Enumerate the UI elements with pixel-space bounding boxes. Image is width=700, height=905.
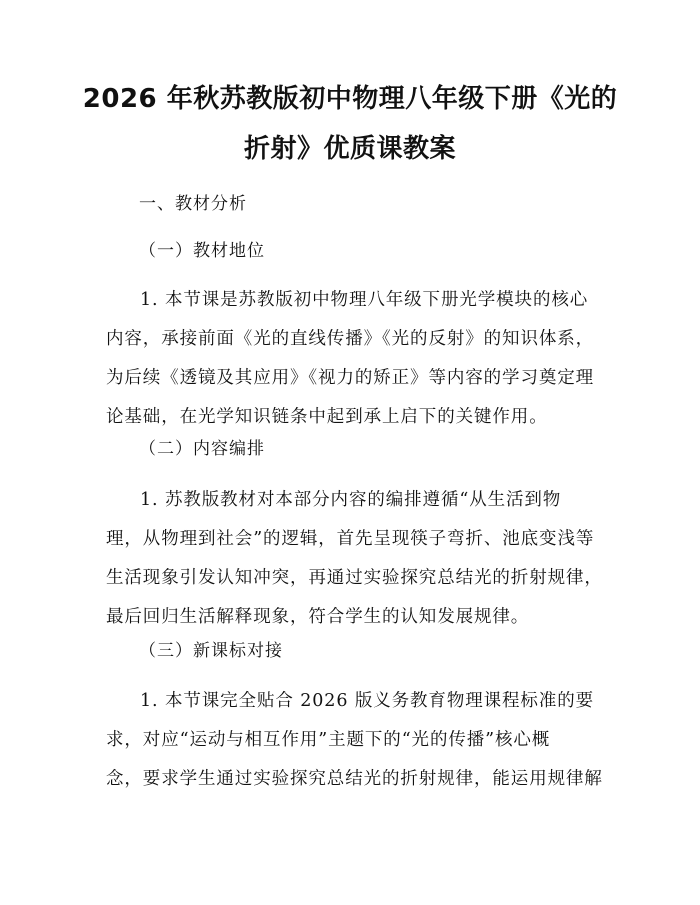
paragraph-line: 求，对应“运动与相互作用”主题下的“光的传播”核心概 — [106, 730, 551, 750]
paragraph-line: 论基础，在光学知识链条中起到承上启下的关键作用。 — [106, 407, 548, 427]
paragraph-arrangement — [106, 487, 603, 643]
paragraph-line: 1. 苏教版教材对本部分内容的编排遵循“从生活到物 — [140, 490, 562, 510]
subsection-heading-arrangement: （二）内容编排 — [139, 439, 265, 459]
paragraph-line: 生活现象引发认知冲突，再通过实验探究总结光的折射规律， — [106, 568, 603, 588]
paragraph-line: 内容，承接前面《光的直线传播》《光的反射》的知识体系， — [106, 329, 595, 349]
section-heading-analysis: 一、教材分析 — [139, 194, 247, 214]
paragraph-line: 最后回归生活解释现象，符合学生的认知发展规律。 — [106, 607, 530, 627]
paragraph-position — [106, 287, 600, 443]
document-title-line-2: 折射》优质课教案 — [243, 134, 456, 164]
paragraph-line: 1. 本节课完全贴合 2026 版义务教育物理课程标准的要 — [140, 691, 595, 711]
paragraph-line: 1. 本节课是苏教版初中物理八年级下册光学模块的核心 — [140, 290, 589, 310]
document-title-line-1: 2026 年秋苏教版初中物理八年级下册《光的 — [82, 84, 618, 114]
paragraph-line: 理，从物理到社会”的逻辑，首先呈现筷子弯折、池底变浅等 — [106, 529, 595, 549]
subsection-heading-position: （一）教材地位 — [139, 241, 265, 261]
subsection-heading-curriculum: （三）新课标对接 — [139, 641, 283, 661]
paragraph-line: 为后续《透镜及其应用》《视力的矫正》等内容的学习奠定理 — [106, 368, 595, 388]
paragraph-curriculum — [106, 688, 603, 805]
paragraph-line: 念，要求学生通过实验探究总结光的折射规律，能运用规律解 — [106, 769, 603, 789]
